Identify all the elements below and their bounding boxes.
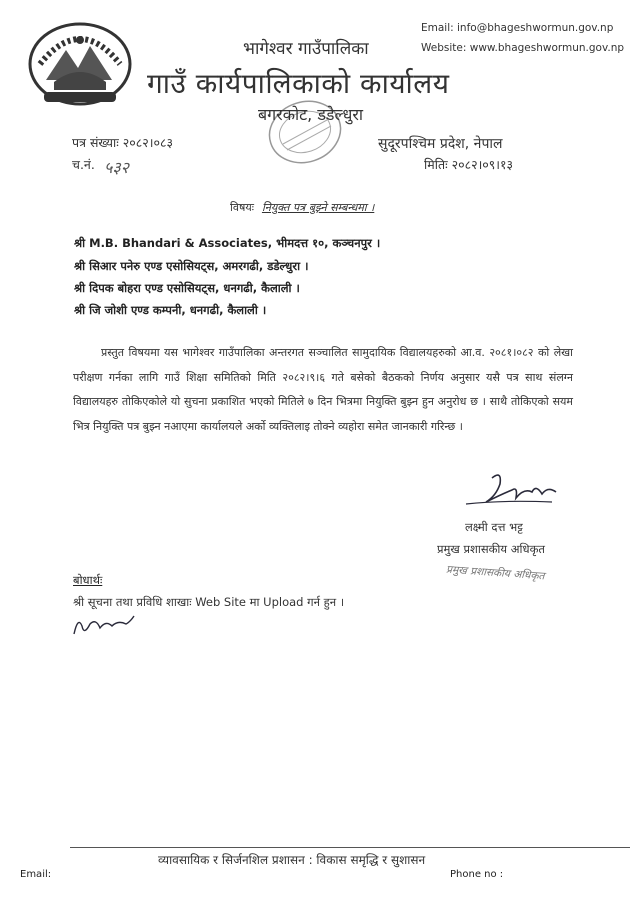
office-title: गाउँ कार्यपालिकाको कार्यालय [147, 67, 450, 100]
footer-motto: व्यावसायिक र सिर्जनशिल प्रशासन : विकास समृद्धि र सुशासन [158, 853, 426, 867]
recipient-line: श्री M.B. Bhandari & Associates, भीमदत्त १०, कञ्चनपुर । [74, 236, 381, 250]
dispatch-number: ५३२ [104, 158, 129, 177]
letter-date: मितिः २०८२।०९।१३ [424, 157, 514, 172]
designation-stamp: प्रमुख प्रशासकीय अधिकृत [445, 563, 545, 583]
recipient-line: श्री दिपक बोहरा एण्ड एसोसियट्स, धनगढी, कैलाली । [74, 281, 300, 295]
official-signature [462, 470, 562, 512]
subject-label: विषयः [230, 201, 254, 214]
letter-body [73, 341, 573, 439]
body-paragraph: प्रस्तुत विषयमा यस भागेश्वर गाउँपालिका अन्तरगत सञ्चालित सामुदायिक विद्यालयहरुको आ.व. २०८१।०८२ को लेखा परीक्षण गर्नका लागि गाउँ शिक्षा समितिको मिति २०८२।९।६ गते बसेको बैठकको निर्णय अनुसार यसै पत्र साथ संलग्न विद्यालयहरु तोकिएकोले यो सुचना प्रकाशित भएको मितिले ७ दिन भित्रमा नियुक्ति बुझ्न हुन अनुरोध छ । साथै तोकिएको सयम भित्र नियुक्ति पत्र बुझ्न नआएमा कार्यालयले अर्को व्यक्तिलाइ तोक्ने व्यहोरा समेत जानकारी गरिन्छ । [73, 346, 573, 433]
dispatch-label: च.नं. [72, 157, 95, 172]
recipient-line: श्री सिआर पनेरु एण्ड एसोसियट्स, अमरगढी, डडेल्धुरा । [74, 259, 309, 273]
footer-divider [70, 847, 630, 848]
footer-phone: Phone no : [450, 869, 504, 880]
header-email: Email: info@bhageshwormun.gov.np [421, 22, 614, 34]
subject-line [230, 200, 374, 215]
cc-line: श्री सूचना तथा प्रविधि शाखाः Web Site मा Upload गर्न हुन । [73, 595, 345, 609]
footer-email: Email: [20, 869, 52, 880]
municipality-name: भागेश्वर गाउँपालिका [243, 39, 369, 59]
header-website: Website: www.bhageshwormun.gov.np [421, 42, 625, 54]
recipient-line: श्री जि जोशी एण्ड कम्पनी, धनगढी, कैलाली । [74, 303, 267, 317]
office-location: बगरकोट, डडेल्धुरा [258, 105, 364, 124]
letter-number: पत्र संख्याः २०८२।०८३ [72, 135, 173, 150]
nepal-emblem-logo [26, 20, 134, 108]
cc-label: बोधार्थः [73, 573, 103, 587]
signer-title: प्रमुख प्रशासकीय अधिकृत [437, 542, 545, 556]
province-label: सुदूरपश्चिम प्रदेश, नेपाल [378, 136, 503, 152]
signer-name: लक्ष्मी दत्त भट्ट [465, 520, 523, 534]
subject-text: नियुक्त पत्र बुझ्ने सम्बन्धमा । [261, 201, 375, 214]
initials-signature [70, 612, 136, 640]
